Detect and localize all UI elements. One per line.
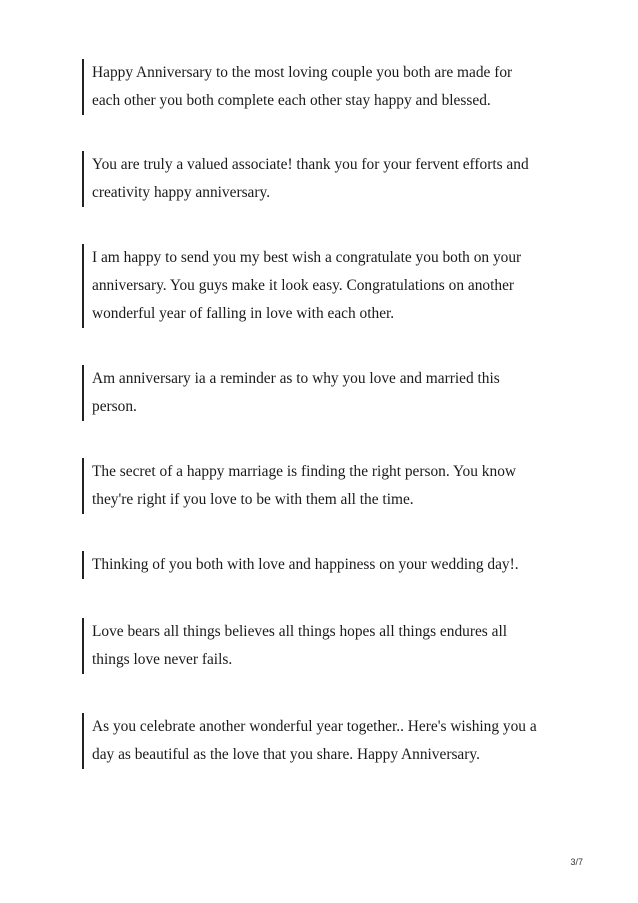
- quote-line: day as beautiful as the love that you share. Happy Anniversary.: [92, 746, 480, 763]
- quote-line: they're right if you love to be with them all the time.: [92, 491, 414, 508]
- quote-line: Am anniversary ia a reminder as to why you love and married this: [92, 370, 500, 387]
- quote-line: creativity happy anniversary.: [92, 184, 271, 201]
- quote-block-5: [82, 458, 572, 514]
- quote-block-6: [82, 551, 572, 579]
- quote-line: You are truly a valued associate! thank you for your fervent efforts and: [92, 156, 529, 173]
- quote-line: Love bears all things believes all things hopes all things endures all: [92, 623, 508, 640]
- quote-line: person.: [92, 398, 137, 415]
- quote-line: The secret of a happy marriage is finding the right person. You know: [92, 463, 517, 480]
- quote-line: Thinking of you both with love and happiness on your wedding day!.: [92, 556, 519, 573]
- quote-block-2: [82, 151, 572, 207]
- quote-line: Happy Anniversary to the most loving couple you both are made for: [92, 64, 513, 81]
- quote-line: As you celebrate another wonderful year together.. Here's wishing you a: [92, 718, 537, 735]
- quote-block-1: [82, 59, 572, 115]
- quote-block-4: [82, 365, 572, 421]
- quote-block-7: [82, 618, 572, 674]
- quote-line: things love never fails.: [92, 651, 233, 668]
- quote-block-8: [82, 713, 572, 769]
- quote-line: each other you both complete each other stay happy and blessed.: [92, 92, 491, 109]
- quote-line: wonderful year of falling in love with each other.: [92, 305, 395, 322]
- quote-block-3: [82, 244, 572, 328]
- quote-line: anniversary. You guys make it look easy. Congratulations on another: [92, 277, 515, 294]
- quote-line: I am happy to send you my best wish a congratulate you both on your: [92, 249, 522, 266]
- page-number: 3/7: [570, 857, 583, 867]
